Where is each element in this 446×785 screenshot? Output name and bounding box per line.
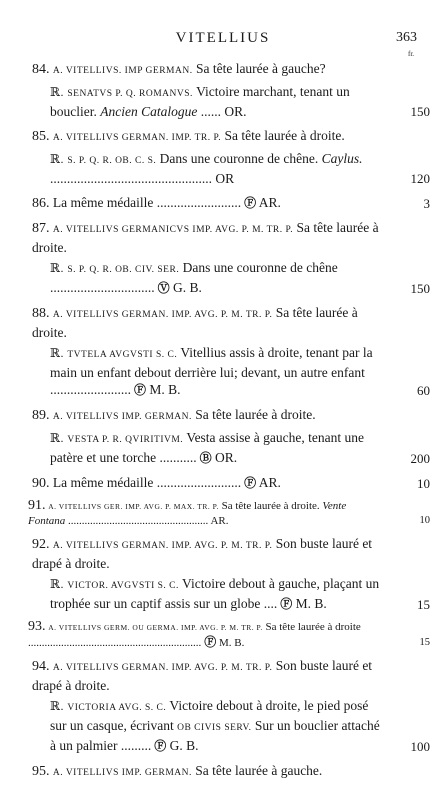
metal-grade: AR. [258,475,281,490]
coin-description: Sa tête laurée à gauche? [195,61,326,76]
dot-leader: ......................... [156,195,242,210]
entry-number: 88. [32,306,50,321]
coin-legend: A. VITELLIVS GER. IMP. AVG. P. MAX. TR. P. [48,502,219,511]
entry-text [28,575,386,613]
catalogue-entry [28,406,430,426]
coin-legend: VICTOR. AVGVSTI S. C. [67,581,179,591]
rarity-symbol: Ⓕ [280,597,293,611]
reverse-description [28,259,430,297]
entry-text [28,657,386,694]
coin-legend: A. VITELLIVS GERMAN. IMP. AVG. P. M. TR. P. [52,663,273,673]
coin-description: Sa tête laurée à droite. [224,128,345,143]
inline-legend: OB CIVIS SERV. [177,723,252,733]
entry-text [28,474,386,492]
entry-text [28,406,386,426]
catalogue-entry [28,657,430,694]
price-value: 150 [410,104,430,119]
coin-description: Vesta assise à gauche, tenant une patère et une torche [50,430,364,465]
reverse-description [28,697,430,755]
coin-description: Sa tête laurée à droite. [195,407,316,422]
metal-grade: AR. [258,195,281,210]
coin-legend: S. P. Q. R. OB. C. S. [67,156,157,166]
coin-legend: S. P. Q. R. OB. CIV. SER. [67,265,180,275]
coin-description: Vitellius assis à droite, tenant par la main un enfant debout derrière lui; devant, un autre enfant [50,345,373,380]
coin-description: Sa tête laurée à droite. [32,220,379,255]
dot-leader: ................................................... [68,515,209,527]
metal-grade: OR. [224,104,247,119]
catalogue-entry [28,60,430,80]
rarity-symbol: Ⓑ [199,451,212,465]
entry-text [28,620,386,650]
entry-number: 94. [32,659,50,674]
entry-number: 85. [32,129,50,144]
reverse-description [28,344,430,399]
catalogue-entry [28,535,430,572]
metal-grade: OR. [214,450,238,465]
reverse-mark: ℝ. [50,261,64,275]
coin-description: Sa tête laurée à gauche. [195,763,323,778]
coin-description: Son buste lauré et drapé à droite. [32,658,373,693]
rarity-symbol: Ⓕ [154,739,167,753]
catalogue-entry [28,474,430,492]
catalogue-entry [28,304,430,341]
dot-leader: ......... [120,738,152,753]
catalogue-entry [28,499,430,528]
reverse-mark: ℝ. [50,699,64,713]
entry-text [28,429,386,467]
entry-text [28,344,386,399]
catalogue-entry [28,219,430,256]
metal-grade: M. B. [149,382,181,397]
price-column-label: fr. [408,50,415,58]
coin-description: Son buste lauré et drapé à droite. [32,536,373,571]
reverse-mark: ℝ. [50,431,64,445]
coin-legend: A. VITELLIVS IMP. GERMAN. [52,412,192,422]
rarity-symbol: Ⓕ [134,383,147,397]
metal-grade: M. B. [295,596,327,611]
rarity-symbol: Ⓥ [157,281,170,295]
metal-grade: G. B. [173,280,202,295]
entry-number: 84. [32,62,50,77]
rarity-symbol: Ⓕ [244,196,257,210]
catalogue-entry [28,194,430,212]
coin-description: La même médaille [52,195,154,210]
metal-grade: AR. [210,515,229,527]
coin-legend: VICTORIA AVG. S. C. [67,703,167,713]
metal-grade: G. B. [169,738,199,753]
entry-text [28,535,386,572]
price-value: 10 [419,515,430,526]
entry-number: 87. [32,221,50,236]
entry-number: 90. [32,476,50,491]
price-value: 60 [417,383,430,398]
dot-leader: ........................ [50,382,131,397]
coin-legend: VESTA P. R. QVIRITIVM. [67,435,184,445]
entry-text [28,304,386,341]
coin-description: Sa tête laurée à droite. [32,305,358,340]
source-reference: Vente Fontana [28,500,347,527]
coin-description: Dans une couronne de chêne [182,260,338,275]
coin-legend: A. VITELLIVS GERMAN. IMP. AVG. P. M. TR. P. [52,310,273,320]
coin-description: Dans une couronne de chêne. [159,151,319,166]
dot-leader: .... [263,596,278,611]
reverse-mark: ℝ. [50,152,64,166]
coin-legend: A. VITELLIVS GERM. OU GERMA. IMP. AVG. P. M. TR. P. [48,623,263,632]
reverse-description [28,429,430,467]
price-value: 200 [410,451,430,466]
entry-text [28,150,386,187]
entry-number: 91. [28,498,46,513]
catalogue-entry [28,762,430,782]
price-value: 10 [417,476,430,491]
dot-leader: ............................................................... [28,637,202,649]
coin-description-continued: Sur un bouclier attaché à un palmier [50,718,380,753]
coin-description: Victoire debout à droite, le pied posé sur un casque, écrivant [50,698,369,733]
entry-number: 93. [28,619,46,634]
entry-number: 95. [32,764,50,779]
entry-text [28,194,386,212]
entry-text [28,60,386,80]
coin-legend: SENATVS P. Q. ROMANVS. [67,89,193,99]
dot-leader: ............................... [50,280,155,295]
reverse-description [28,150,430,187]
reverse-mark: ℝ. [50,577,64,591]
price-value: 100 [410,739,430,754]
entry-text [28,259,386,297]
entry-number: 92. [32,537,50,552]
price-value: 3 [423,196,430,211]
coin-legend: A. VITELLIVS GERMANICVS IMP. AVG. P. M. TR. P. [52,225,294,235]
rarity-symbol: Ⓕ [244,476,257,490]
reverse-description [28,83,430,120]
price-value: 120 [410,171,430,186]
coin-description: Sa tête laurée à droite. [221,500,320,512]
price-value: 15 [417,597,430,612]
rarity-symbol: Ⓕ [204,635,217,649]
price-value: 150 [410,281,430,296]
price-value: 15 [419,637,430,648]
entry-text [28,83,386,120]
running-title: VITELLIUS [175,30,271,46]
metal-grade: OR [215,171,235,186]
dot-leader: ................................................ [50,171,212,186]
entry-text [28,762,386,782]
coin-description: Victoire debout à gauche, plaçant un trophée sur un captif assis sur un globe [50,576,380,611]
coin-legend: A. VITELLIVS GERMAN. IMP. TR. P. [52,133,222,143]
coin-legend: A. VITELLIVS GERMAN. IMP. AVG. P. M. TR. P. [52,541,273,551]
entry-text [28,499,386,528]
catalogue-entry [28,620,430,650]
entry-text [28,219,386,256]
coin-description: Sa tête laurée à droite [265,621,361,633]
dot-leader: ......................... [156,475,242,490]
dot-leader: ........... [159,450,197,465]
reverse-mark: ℝ. [50,346,64,360]
entry-number: 89. [32,408,50,423]
entry-number: 86. [32,196,50,211]
entry-text [28,697,386,755]
coin-legend: TVTELA AVGVSTI S. C. [67,350,178,360]
coin-description: La même médaille [52,475,154,490]
metal-grade: M. B. [219,637,245,649]
coin-description: Victoire marchant, tenant un bouclier. [50,84,350,119]
source-reference: Caylus. [321,151,363,166]
entry-text [28,127,386,147]
coin-entries-list [28,60,430,785]
catalogue-entry [28,127,430,147]
dot-leader: ...... [200,104,221,119]
source-reference: Ancien Catalogue [100,104,198,119]
coin-legend: A. VITELLIVS IMP. GERMAN. [52,768,192,778]
reverse-mark: ℝ. [50,85,64,99]
page-number: 363 [396,30,417,45]
coin-legend: A. VITELLIVS. IMP GERMAN. [52,66,193,76]
reverse-description [28,575,430,613]
